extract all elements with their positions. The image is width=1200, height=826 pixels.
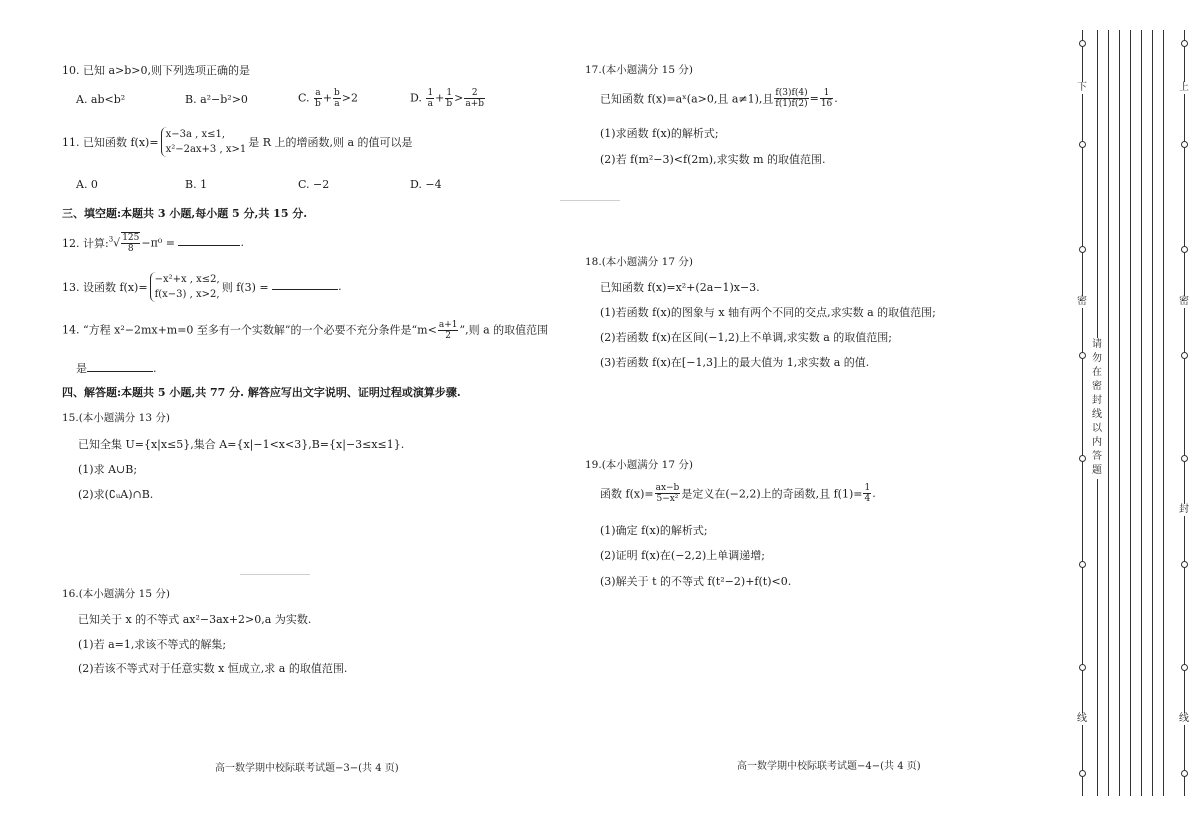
seal-line bbox=[1130, 30, 1131, 796]
q16-title: 16.(本小题满分 15 分) bbox=[62, 588, 170, 600]
scan-artifact bbox=[560, 200, 620, 201]
seal-line bbox=[1141, 30, 1142, 796]
seal-circle bbox=[1079, 561, 1086, 568]
seal-circle bbox=[1079, 141, 1086, 148]
q13-answer-blank[interactable] bbox=[272, 279, 338, 290]
seal-char-feng: 封 bbox=[1179, 504, 1189, 515]
seal-char-xian: 线 bbox=[1077, 713, 1087, 724]
left-page-footer: 高一数学期中校际联考试题−3−(共 4 页) bbox=[215, 763, 399, 774]
seal-line bbox=[1163, 30, 1164, 796]
q10-option-c: C. $\frac{a}{b}$ + $\frac{b}{a}$ >2 bbox=[298, 88, 358, 109]
seal-circle bbox=[1181, 246, 1188, 253]
q11-stem: 11. 已知函数 f(x)= x−3a , x≤1, x²−2ax+3 , x>1 是 R 上的增函数,则 a 的值可以是 bbox=[62, 129, 413, 155]
q10-option-d: D. $\frac{1}{a}$ + $\frac{1}{b}$ > $\frac{2}{a+b}$ bbox=[410, 88, 485, 109]
seal-circle bbox=[1079, 664, 1086, 671]
q14-line2: 是 . bbox=[76, 362, 157, 375]
seal-circle bbox=[1079, 40, 1086, 47]
q15-title: 15.(本小题满分 13 分) bbox=[62, 412, 170, 424]
seal-circle bbox=[1079, 770, 1086, 777]
seal-char-xian-right: 线 bbox=[1179, 713, 1189, 724]
q11-option-a: A. 0 bbox=[76, 178, 98, 191]
seal-circle bbox=[1079, 246, 1086, 253]
seal-circle bbox=[1079, 455, 1086, 462]
seal-line bbox=[1108, 30, 1109, 796]
right-page-footer: 高一数学期中校际联考试题−4−(共 4 页) bbox=[737, 761, 921, 772]
q19-part1: (1)确定 f(x)的解析式; bbox=[600, 524, 708, 537]
seal-line bbox=[1152, 30, 1153, 796]
q18-part1: (1)若函数 f(x)的图象与 x 轴有两个不同的交点,求实数 a 的取值范围; bbox=[600, 306, 936, 319]
seal-char-mi: 密 bbox=[1077, 296, 1087, 307]
q11-option-b: B. 1 bbox=[185, 178, 208, 191]
q17-title: 17.(本小题满分 15 分) bbox=[585, 64, 693, 76]
q19-given: 函数 f(x)= $\frac{ax-b}{\text{5−x²}}$ 是定义在(−2,2)上的奇函数,且 f(1)= $\frac{1}{4}$ . bbox=[600, 483, 876, 504]
q13: 13. 设函数 f(x)= −x²+x , x≤2, f(x−3) , x>2, 则 f(3) = . bbox=[62, 274, 342, 300]
q17-given: 已知函数 f(x)=aˣ(a>0,且 a≠1),且 $\frac{f(3)f(4)}{f(1)f(2)}$ = $\frac{1}{16}$ . bbox=[600, 88, 838, 109]
q18-title: 18.(本小题满分 17 分) bbox=[585, 256, 693, 268]
q11-option-d: D. −4 bbox=[410, 178, 442, 191]
q12: 12. 计算:$^3$√ $\frac{125}{8}$ −π⁰ = . bbox=[62, 233, 244, 254]
seal-circle bbox=[1181, 455, 1188, 462]
q18-part3: (3)若函数 f(x)在[−1,3]上的最大值为 1,求实数 a 的值. bbox=[600, 356, 870, 369]
q15-part2: (2)求(∁ᵤA)∩B. bbox=[78, 488, 154, 501]
seal-circle bbox=[1181, 664, 1188, 671]
seal-line bbox=[1119, 30, 1120, 796]
seal-circle bbox=[1181, 352, 1188, 359]
scan-artifact bbox=[240, 574, 310, 575]
q17-part2: (2)若 f(m²−3)<f(2m),求实数 m 的取值范围. bbox=[600, 153, 826, 166]
q16-part2: (2)若该不等式对于任意实数 x 恒成立,求 a 的取值范围. bbox=[78, 662, 348, 675]
q19-part3: (3)解关于 t 的不等式 f(t²−2)+f(t)<0. bbox=[600, 575, 792, 588]
seal-circle bbox=[1181, 141, 1188, 148]
q10-option-a: A. ab<b² bbox=[76, 93, 126, 106]
seal-circle bbox=[1079, 352, 1086, 359]
section-fill-blank-heading: 三、填空题:本题共 3 小题,每小题 5 分,共 15 分. bbox=[62, 207, 308, 220]
q15-given: 已知全集 U={x|x≤5},集合 A={x|−1<x<3},B={x|−3≤x≤1}. bbox=[78, 438, 405, 451]
seal-circle bbox=[1181, 770, 1188, 777]
q14-line1: 14. “方程 x²−2mx+m=0 至多有一个实数解”的一个必要不充分条件是“m< $\frac{a+1}{2}$ ”,则 a 的取值范围 bbox=[62, 320, 549, 341]
section-solve-heading: 四、解答题:本题共 5 小题,共 77 分. 解答应写出文字说明、证明过程或演算步骤. bbox=[62, 386, 461, 399]
q12-answer-blank[interactable] bbox=[178, 235, 240, 246]
q17-part1: (1)求函数 f(x)的解析式; bbox=[600, 127, 719, 140]
q19-part2: (2)证明 f(x)在(−2,2)上单调递增; bbox=[600, 549, 765, 562]
seal-char-shang: 上 bbox=[1179, 82, 1189, 93]
q16-part1: (1)若 a=1,求该不等式的解集; bbox=[78, 638, 227, 651]
q19-title: 19.(本小题满分 17 分) bbox=[585, 459, 693, 471]
seal-char-xia: 下 bbox=[1077, 82, 1087, 93]
q18-given: 已知函数 f(x)=x²+(2a−1)x−3. bbox=[600, 281, 760, 294]
seal-circle bbox=[1181, 40, 1188, 47]
q10-stem: 10. 已知 a>b>0,则下列选项正确的是 bbox=[62, 64, 251, 77]
seal-char-mi-right: 密 bbox=[1179, 296, 1189, 307]
q14-answer-blank[interactable] bbox=[87, 361, 153, 372]
q18-part2: (2)若函数 f(x)在区间(−1,2)上不单调,求实数 a 的取值范围; bbox=[600, 331, 892, 344]
q15-part1: (1)求 A∪B; bbox=[78, 463, 138, 476]
seal-circle bbox=[1181, 561, 1188, 568]
q11-option-c: C. −2 bbox=[298, 178, 330, 191]
q16-given: 已知关于 x 的不等式 ax²−3ax+2>0,a 为实数. bbox=[78, 613, 312, 626]
q10-option-b: B. a²−b²>0 bbox=[185, 93, 248, 106]
